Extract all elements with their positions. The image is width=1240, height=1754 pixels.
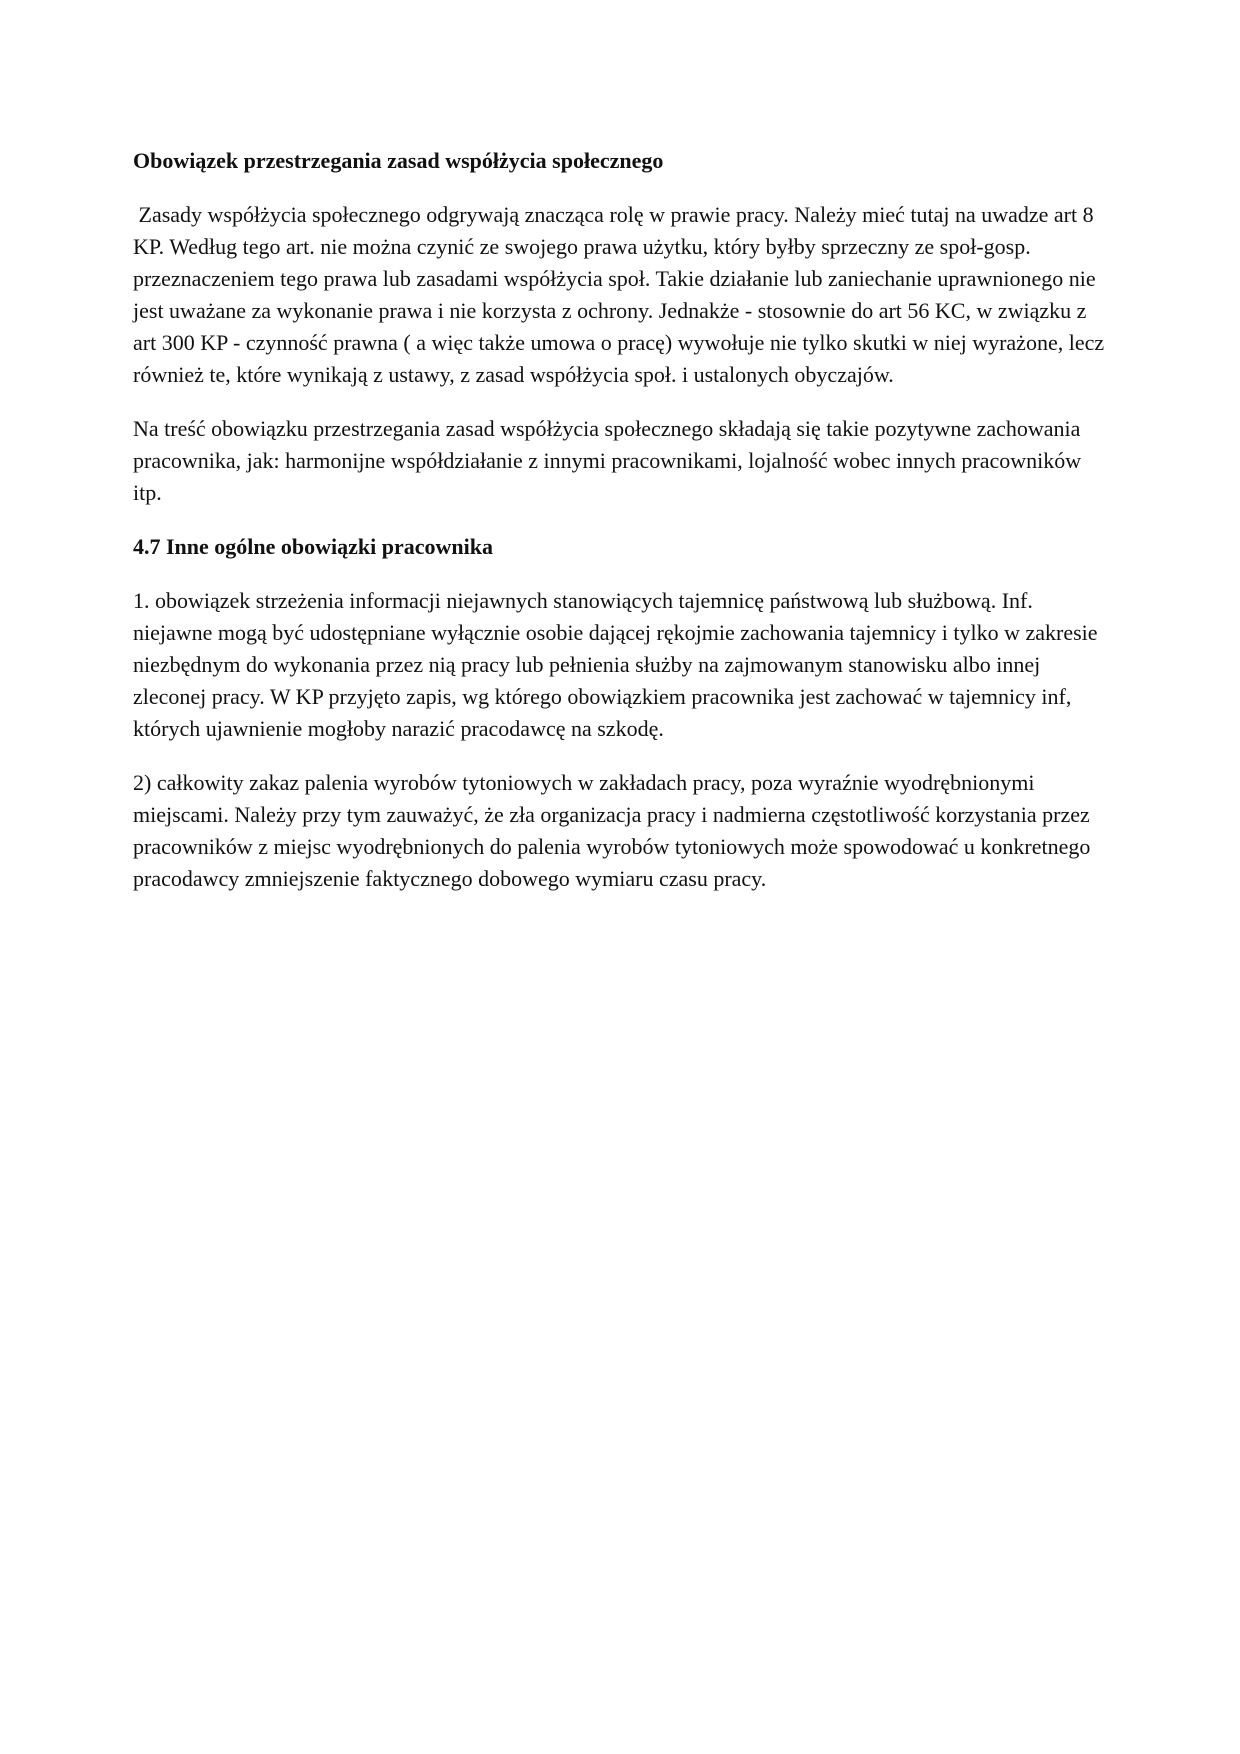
- paragraph-obowiazek-strzezenia-informacji: 1. obowiązek strzeżenia informacji niejawnych stanowiących tajemnicę państwową lub służbową. Inf. niejawne mogą być udostępniane wyłącznie osobie dającej rękojmie zachowania tajemnicy i tylko w zakresie niezbędnym do wykonania przez nią pracy lub pełnienia służby na zajmowanym stanowisku albo innej zleconej pracy. W KP przyjęto zapis, wg którego obowiązkiem pracownika jest zachować w tajemnicy inf, których ujawnienie mogłoby narazić pracodawcę na szkodę.: [133, 588, 1104, 741]
- paragraph-tresc-obowiazku: Na treść obowiązku przestrzegania zasad współżycia społecznego składają się takie pozytywne zachowania pracownika, jak: harmonijne współdziałanie z innymi pracownikami, lojalność wobec innych pracowników itp.: [133, 416, 1087, 505]
- section-heading-obowiazek-przestrzegania: Obowiązek przestrzegania zasad współżycia społecznego: [133, 148, 664, 173]
- paragraph-zakaz-palenia: 2) całkowity zakaz palenia wyrobów tytoniowych w zakładach pracy, poza wyraźnie wyodrębnionymi miejscami. Należy przy tym zauważyć, że zła organizacja pracy i nadmierna częstotliwość korzystania przez pracowników z miejsc wyodrębnionych do palenia wyrobów tytoniowych może spowodować u konkretnego pracodawcy zmniejszenie faktycznego dobowego wymiaru czasu pracy.: [133, 770, 1096, 891]
- document-content: [133, 145, 1110, 895]
- section-heading-inne-ogolne-obowiazki: 4.7 Inne ogólne obowiązki pracownika: [133, 534, 493, 559]
- paragraph-zasady-wspolzycia: Zasady współżycia społecznego odgrywają znacząca rolę w prawie pracy. Należy mieć tutaj na uwadze art 8 KP. Według tego art. nie można czynić ze swojego prawa użytku, który byłby sprzeczny ze społ-gosp. przeznaczeniem tego prawa lub zasadami współżycia społ. Takie działanie lub zaniechanie uprawnionego nie jest uważane za wykonanie prawa i nie korzysta z ochrony. Jednakże - stosownie do art 56 KC, w związku z art 300 KP - czynność prawna ( a więc także umowa o pracę) wywołuje nie tylko skutki w niej wyrażone, lecz również te, które wynikają z ustawy, z zasad współżycia społ. i ustalonych obyczajów.: [133, 202, 1110, 387]
